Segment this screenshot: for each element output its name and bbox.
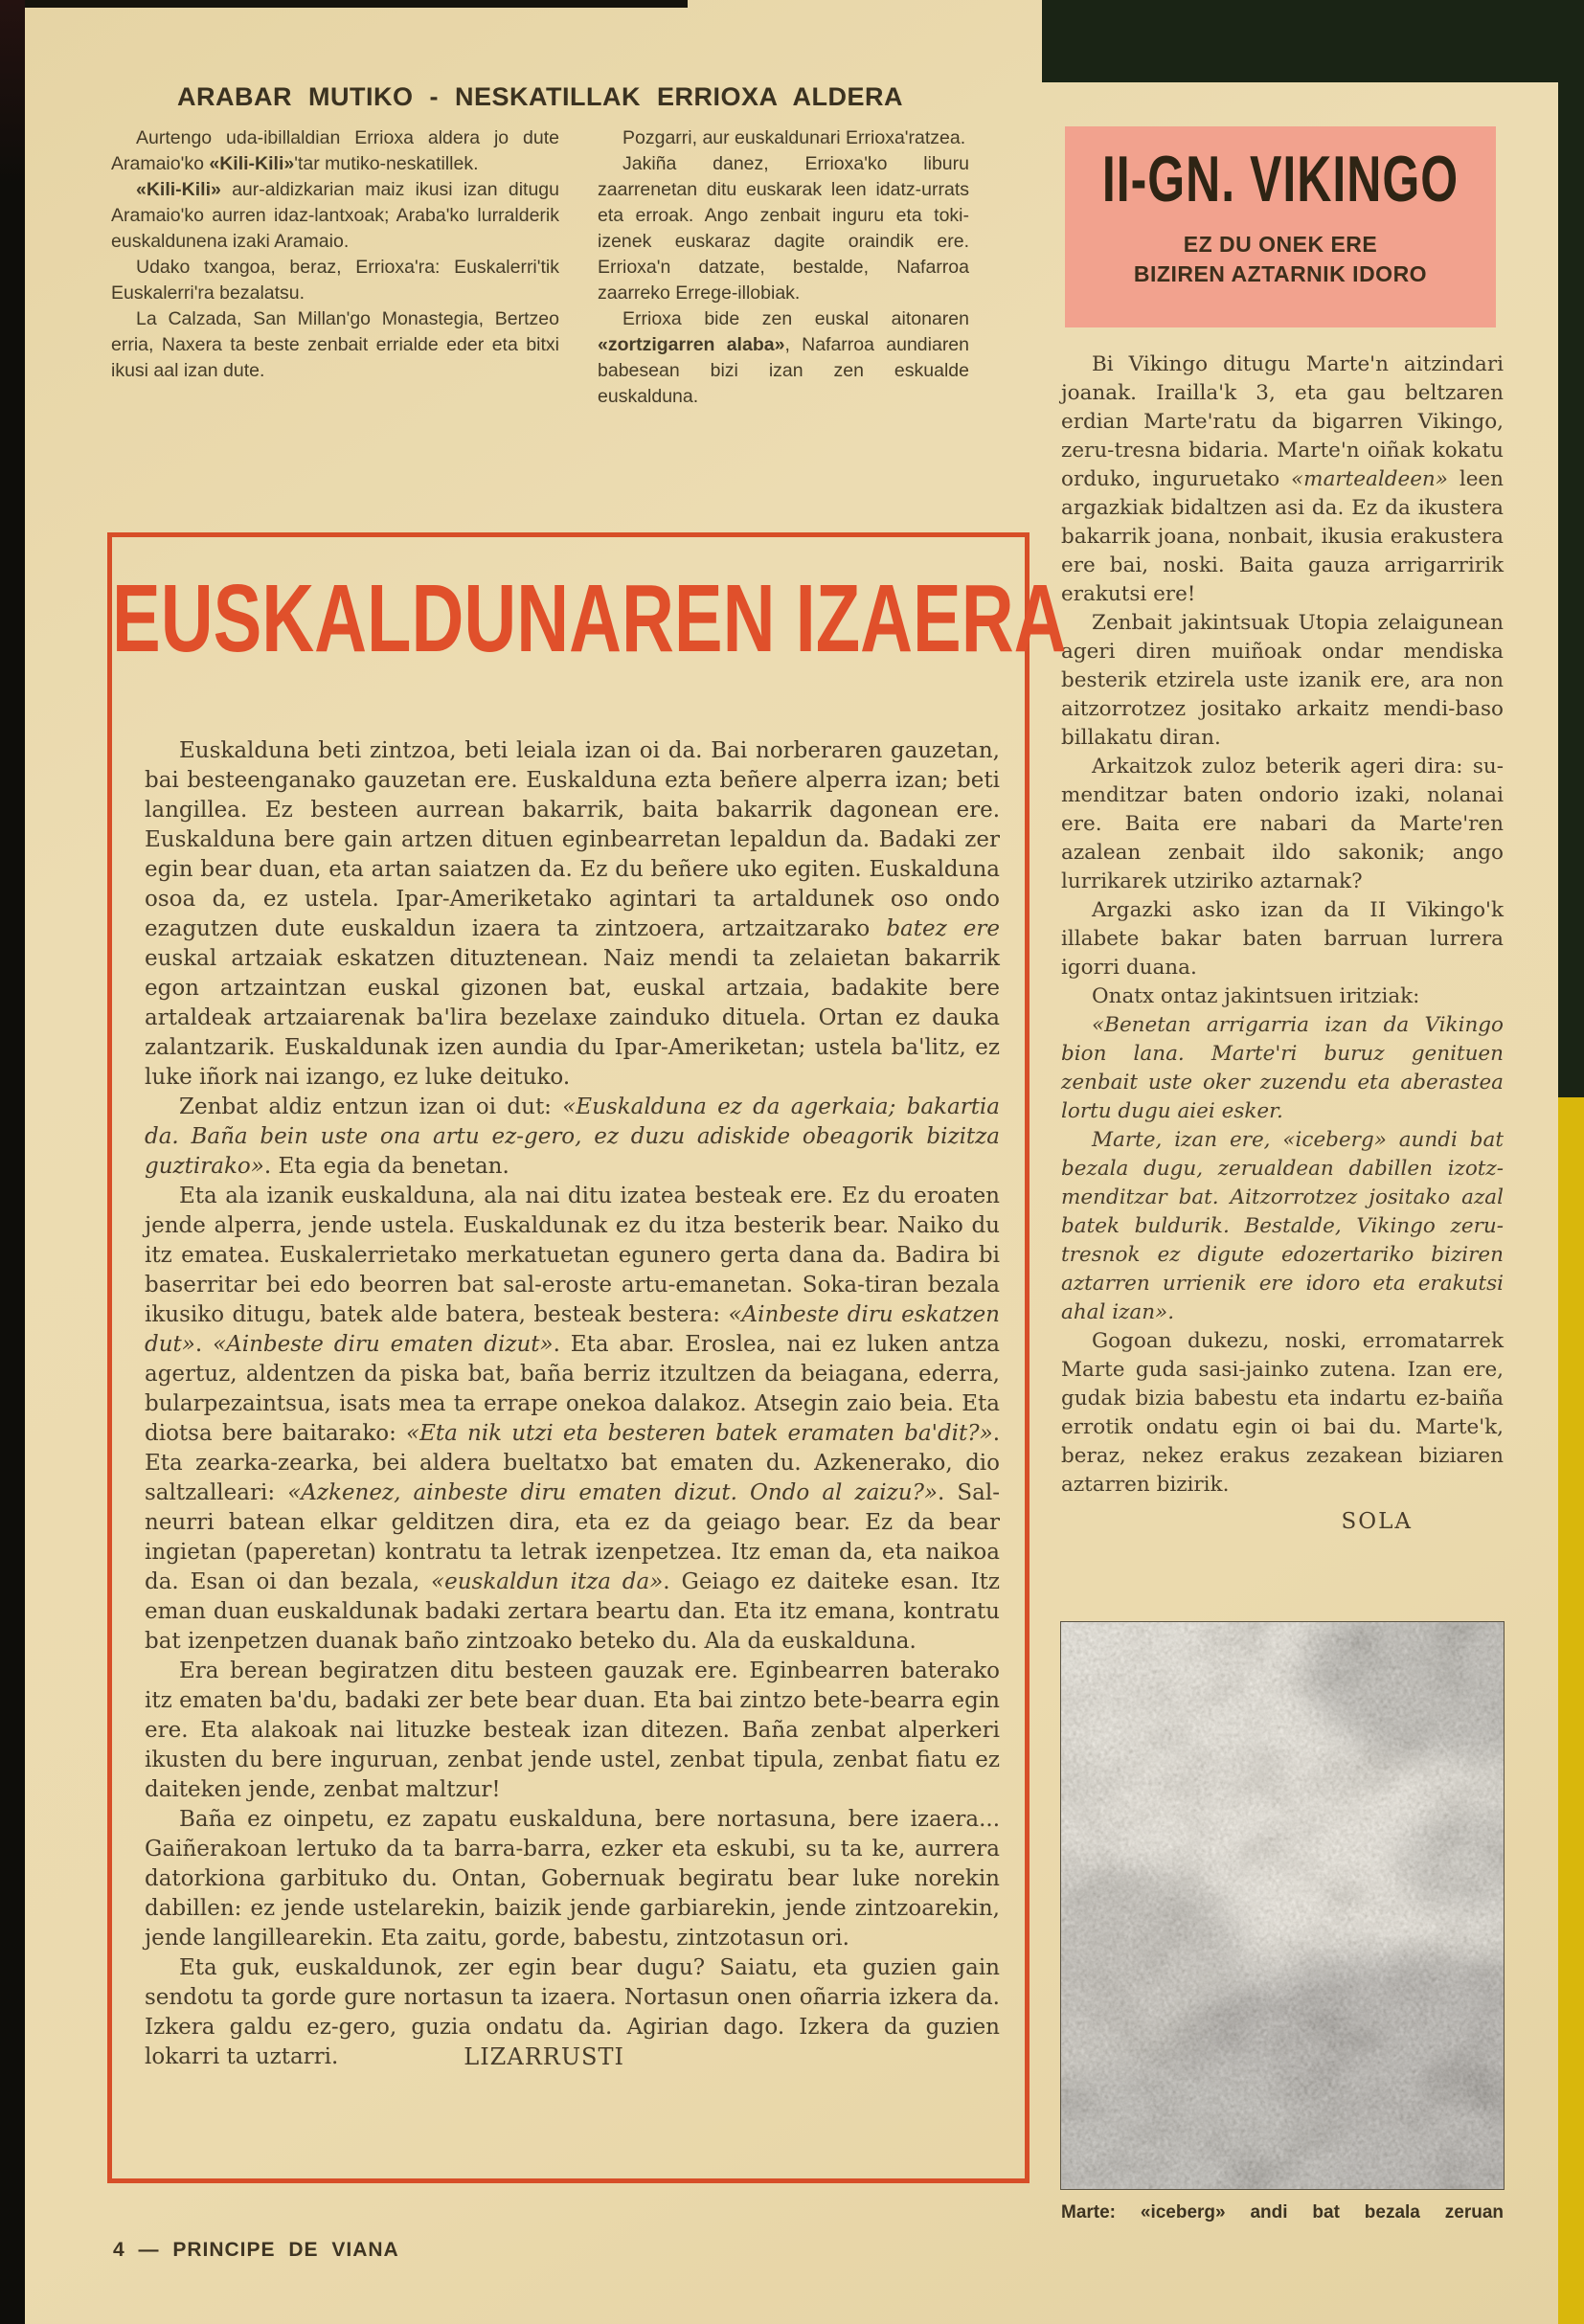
mars-photo [1061,1622,1504,2189]
viking-headline-box [1065,126,1496,327]
scan-edge-right-yellow [1558,1097,1584,2324]
paragraph: «Benetan arrigarria izan da Vikingo bion lana. Marte'ri buruz genituen zenbait uste oker zuzendu eta aberastea lortu dugu aiei esker. [1061,1013,1504,1123]
signature-lizarrusti: LIZARRUSTI [464,2043,624,2070]
viking-subtitle-line-1: EZ DU ONEK ERE [1183,232,1378,257]
main-article-body [112,710,1025,2072]
paragraph: Errioxa bide zen euskal aitonaren «zortzigarren alaba», Nafarroa aundiaren babesean bizi izan zen eskualde euskalduna. [598,308,969,407]
page-footer: 4 — PRINCIPE DE VIANA [113,2239,399,2261]
top-article-column-2 [598,125,969,410]
mars-photo-caption: Marte: «iceberg» andi bat bezala zeruan [1061,2202,1504,2222]
viking-article [1061,350,1504,1536]
paragraph: Zenbait jakintsuak Utopia zelaigunean ageri diren muiñoak ondar mendiska besterik etzirela uste izanik ere, ara non aitzorrotzez jositako arkaitz mendi-baso billakatu diran. [1061,611,1504,750]
paragraph: Arkaitzok zuloz beterik ageri dira: su-menditzar baten ondorio izaki, nolanai ere. Baita ere nabari da Marte'ren azalean zenbait ildo sakonik; ango lurrikarek utziriko aztarnak? [1061,755,1504,893]
paragraph: Argazki asko izan da II Vikingo'k illabete bakar baten barruan lurrera igorri duana. [1061,898,1504,980]
paragraph: Eta ala izanik euskalduna, ala nai ditu izatea besteak ere. Ez du eroaten jende alperra, jende ustela. Euskaldunak ez du itza besterik bear. Naiko du itz ematea. Euskalerrietako merkatuetan egunero gerta dana da. Badira bi baserritar bei edo beorren bat sal-eroste artu-emanetan. Soka-tiran bezala ikusiko ditugu, batek alde batera, besteak bestera: «Ainbeste diru eskatzen dut». «Ainbeste diru ematen dizut». Eta abar. Eroslea, nai ez luken antza agertuz, aldentzen da piska bat, baña berriz itzultzen da beiagana, ederra, bularpezaintsua, isats mea ta errape onekoa dalakoz. Atsegin zaio beia. Eta diotsa bere baitarako: «Eta nik utzi eta besteren batek eramaten ba'dit?». Eta zearka-zearka, bei aldera bueltatxo bat ematen du. Azkenerako, dio saltzalleari: «Azkenez, ainbeste diru ematen dizut. Ondo al zaizu?». Sal-neurri batean elkar gelditzen dira, eta ez da geiago bear. Ez da bear ingietan (paperetan) kontratu ta letrak izenpetzea. Itz eman da, eta naikoa da. Esan oi dan bezala, «euskaldun itza da». Geiago ez daiteke esan. Itz eman duan euskaldunak badaki zertara beartu dan. Eta itz emana, kontratu bat izenpetzen duanak baño zintzoako beteko du. Ala da euskalduna. [145,1184,1001,1654]
top-article-title: ARABAR MUTIKO - NESKATILLAK ERRIOXA ALDERA [177,82,903,111]
viking-headline-title-wrap [1065,126,1496,216]
paragraph: Eta guk, euskaldunok, zer egin bear dugu? Saiatu, eta guzien gain sendotu ta gorde gure nortasun ta izaera. Nortasun onen oñarria izkera da. Izkera galdu ez-gero, guzia ondatu da. Agirian dago. Izkera da guzien lokarri ta uztarri. [145,1955,1000,2069]
scan-edge-top [25,0,688,8]
paragraph: Gogoan dukezu, noski, erromatarrek Marte guda sasi-jainko zutena. Izan ere, gudak bizia babestu eta indartu ez-baiña errotik ondatu egin oi bai du. Marte'k, beraz, nekez erakus zezakean biziaren aztarren bizirik. [1061,1329,1504,1497]
paragraph: Bi Vikingo ditugu Marte'n aitzindari joanak. Irailla'k 3, eta gau beltzaren erdian Marte'ratu da bigarren Vikingo, zeru-tresna bidaria. Marte'n oiñak kokatu orduko, inguruetako «martealdeen» leen argazkiak bidaltzen asi da. Ez da ikustera bakarrik joana, nonbait, ikusia erakustera ere bai, noski. Baita gauza arrigarririk erakutsi ere! [1061,352,1504,606]
top-article [111,82,969,410]
scan-edge-left [0,0,25,2324]
top-article-columns [111,125,969,410]
paragraph: La Calzada, San Millan'go Monastegia, Bertzeo erria, Naxera ta beste zenbait errialde eder eta bitxi ikusi aal izan dute. [111,308,559,381]
main-article-title: EUSKALDUNAREN IZAERA [112,565,1067,673]
mars-photo-image [1061,1622,1504,2189]
paragraph: Baña ez oinpetu, ez zapatu euskalduna, bere nortasuna, bere izaera... Gaiñerakoan lertuko da ta barra-barra, ezker eta eskubi, su ta ke, aurrera datorkiona garbituko du. Ontan, Gobernuak begiratu bear luke norekin dabillen: ez jende ustelarekin, baizik jende garbiarekin, jende zintzoarekin, jende langillearekin. Eta zaitu, gorde, babestu, zintzotasun ori. [145,1807,1000,1951]
scan-corner-top-right [1042,0,1584,82]
paragraph: Euskalduna beti zintzoa, beti leiala izan oi da. Bai norberaren gauzetan, bai besteenganako gauzetan ere. Euskalduna ezta beñere alperra izan; beti langillea. Ez besteen aurrean bakarrik, baita bakarrik dagonean ere. Euskalduna bere gain artzen dituen eginbearretan lepaldun da. Badaki zer egin bear duan, eta artan saiatzen da. Ez du beñere uko egiten. Euskalduna osoa da, ez ustela. Ipar-Ameriketako agintari ta artaldunek oso ondo ezagutzen dute euskaldun izaera ta zintzoera, artzaitzarako batez ere euskal artzaiak eskatzen dituztenean. Naiz mendi ta zelaietan bakarrik egon artzaintzan euskal gizonen bat, euskal artzaia, badakite bere artaldeak artzaiarenak ba'lira bezelaxe zainduko dituela. Ortan ez dauka zalantzarik. Euskaldunak izen aundia du Ipar-Ameriketan; ustela ba'litz, ez luke iñork nai izango, ez luke deituko. [145,738,1000,1090]
paragraph: Jakiña danez, Errioxa'ko liburu zaarrenetan ditu euskarak leen idatz-urrats eta erroak. Ango zenbait inguru eta toki-izenek euskaraz dagite oraindik ere. Errioxa'n datzate, bestalde, Nafarroa zaarreko Errege-illobiak. [598,153,969,304]
paragraph: Udako txangoa, beraz, Errioxa'ra: Euskalerri'tik Euskalerri'ra bezalatsu. [111,257,559,304]
paragraph: Pozgarri, aur euskaldunari Errioxa'ratzea. [622,127,966,148]
scan-edge-right-dark [1558,0,1584,1097]
viking-headline-subtitle [1065,230,1496,289]
paragraph: Zenbat aldiz entzun izan oi dut: «Euskalduna ez da agerkaia; bakartia da. Baña bein uste ona artu ez-gero, ez duzu adiskide obeagorik bizitza guztirako». Eta egia da benetan. [145,1094,1000,1179]
paragraph: Aurtengo uda-ibillaldian Errioxa aldera jo dute Aramaio'ko «Kili-Kili»'tar mutiko-neskatillek. [111,127,559,174]
paragraph: Onatx ontaz jakintsuen iritziak: [1092,984,1420,1008]
viking-headline-title: II-GN. VIKINGO [1101,143,1460,215]
paragraph: Marte, izan ere, «iceberg» aundi bat bezala dugu, zerualdean dabillen izotz-menditzar bat. Aitzorrotzez jositako azal batek buldurik. Bestalde, Vikingo zeru-tresnok ez digute edozertariko biziren aztarren urrienik ere idoro eta erakutsi ahal izan». [1061,1128,1504,1324]
paragraph: Era berean begiratzen ditu besteen gauzak ere. Eginbearren baterako itz ematen ba'du, badaki zer bete bear duan. Eta bai zintzo bete-bearra egin ere. Eta alakoak nai lituzke besteak izan ditezen. Baña zenbat alperkeri ikusten du bere inguruan, zenbat jende ustel, zenbat tipula, zenbat fiatu ez daiteken jende, zenbat maltzur! [145,1658,1000,1802]
main-article-title-wrap [112,537,1067,710]
main-article-box [107,532,1067,2183]
top-article-column-1 [111,125,559,410]
signature-sola: SOLA [1341,1509,1413,1534]
viking-subtitle-line-2: BIZIREN AZTARNIK IDORO [1133,261,1428,286]
paragraph: «Kili-Kili» aur-aldizkarian maiz ikusi izan ditugu Aramaio'ko aurren idaz-lantxoak; Araba'ko lurralderik euskaldunena izaki Aramaio. [111,179,559,252]
